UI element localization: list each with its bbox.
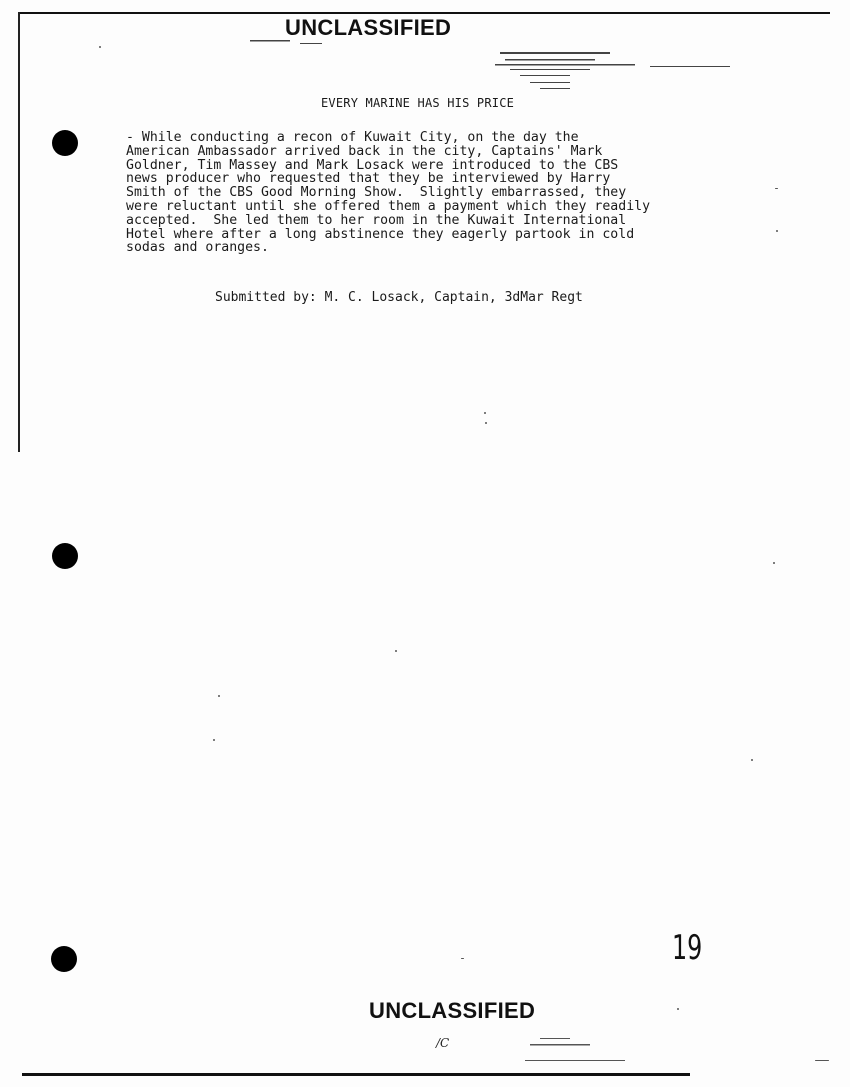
page-number: 19 — [672, 928, 703, 968]
body-line: Hotel where after a long abstinence they eagerly partook in cold — [126, 226, 635, 242]
left-border-line — [18, 12, 20, 452]
scan-speck — [815, 1060, 829, 1061]
top-border-line — [18, 12, 830, 14]
document-title: EVERY MARINE HAS HIS PRICE — [321, 96, 515, 110]
scan-noise-top — [240, 22, 740, 92]
body-paragraph — [126, 131, 766, 255]
scan-speck — [485, 422, 487, 424]
scan-speck — [776, 230, 778, 232]
body-line: - While conducting a recon of Kuwait City, on the day the — [126, 130, 579, 145]
scan-speck — [99, 46, 101, 48]
binder-hole — [52, 130, 78, 156]
body-line: American Ambassador arrived back in the city, Captains' Mark — [126, 143, 603, 159]
body-line: Goldner, Tim Massey and Mark Losack were introduced to the CBS — [126, 157, 619, 173]
scan-speck — [218, 695, 220, 697]
scan-speck — [484, 412, 486, 414]
body-line: were reluctant until she offered them a payment which they readily — [126, 198, 651, 214]
classification-banner-bottom: UNCLASSIFIED — [369, 998, 536, 1023]
scan-speck — [677, 1008, 679, 1010]
binder-hole — [51, 946, 77, 972]
body-line: Smith of the CBS Good Morning Show. Slightly embarrassed, they — [126, 185, 627, 201]
body-line: sodas and oranges. — [126, 240, 269, 256]
scan-speck — [773, 562, 775, 564]
scan-speck — [461, 958, 464, 959]
scan-speck — [751, 759, 753, 761]
footer-code: /C — [436, 1036, 450, 1050]
scan-speck — [213, 739, 215, 741]
binder-hole — [52, 543, 78, 569]
classification-banner-top: UNCLASSIFIED — [285, 15, 452, 40]
bottom-border-line — [22, 1073, 690, 1076]
body-line: news producer who requested that they be interviewed by Harry — [126, 171, 611, 187]
scan-noise-bottom — [520, 1030, 640, 1065]
body-line: accepted. She led them to her room in the Kuwait International — [126, 212, 627, 228]
scan-speck — [775, 188, 778, 189]
scan-speck — [395, 650, 397, 652]
signature-line: Submitted by: M. C. Losack, Captain, 3dMar Regt — [215, 290, 583, 305]
